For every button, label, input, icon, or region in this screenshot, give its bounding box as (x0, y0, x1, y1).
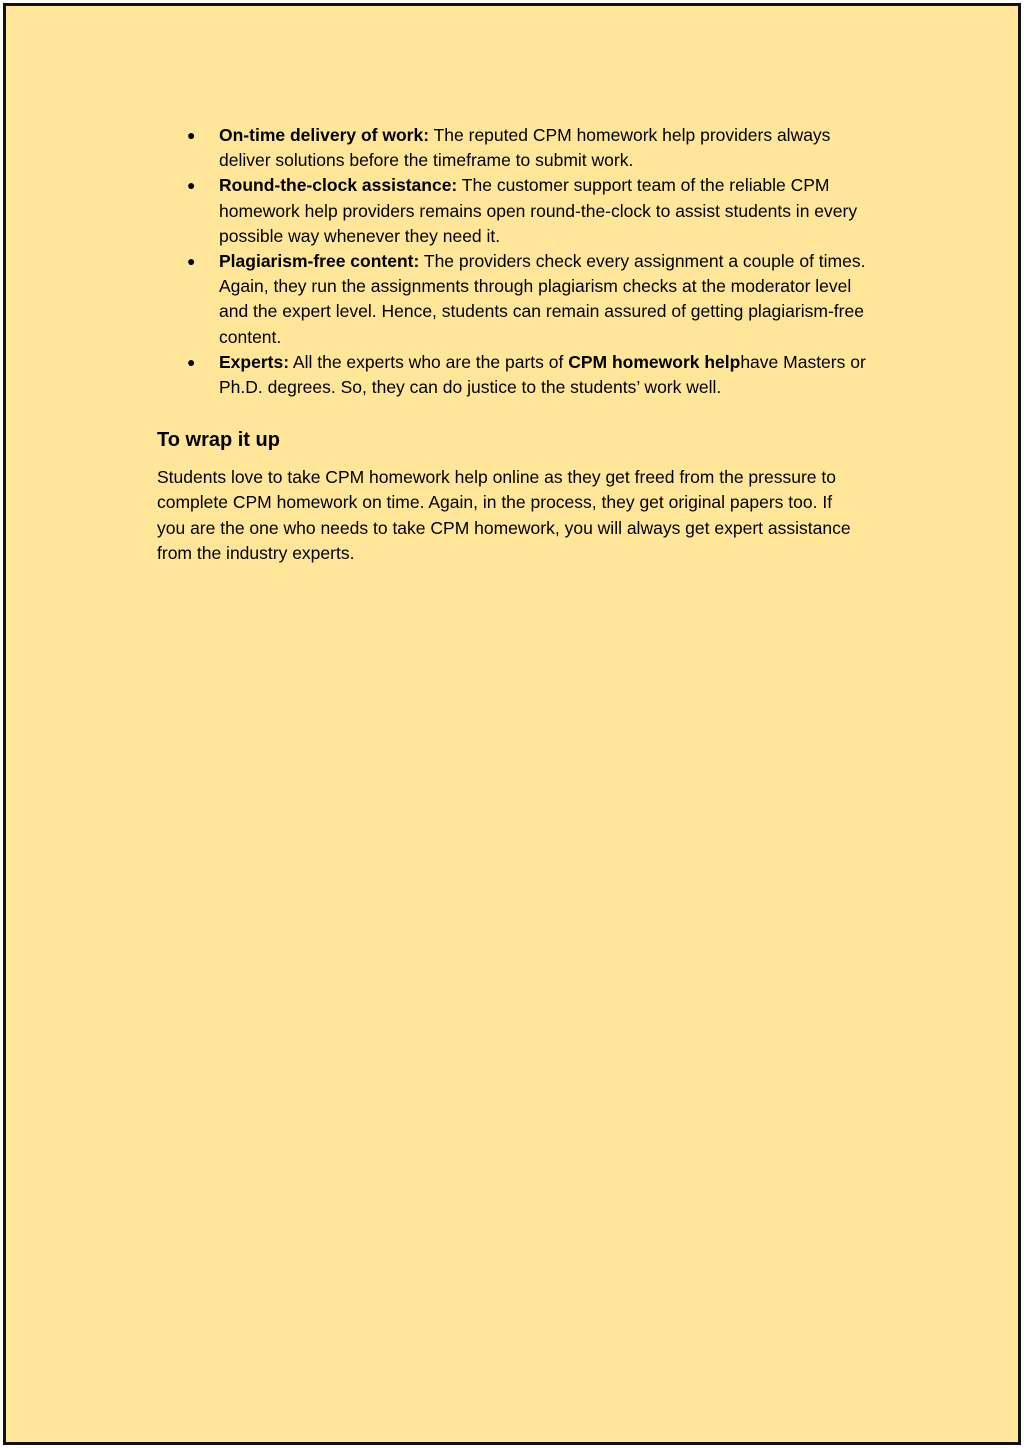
list-item (157, 350, 877, 400)
list-item (157, 173, 877, 249)
list-item-text: All the experts who are the parts of (289, 351, 569, 372)
list-item (157, 249, 877, 350)
list-item-text: The providers check every assignment a couple of times. Again, they run the assignments through plagiarism checks at the moderator level and the expert level. Hence, students can remain assured of getting plagiarism-free content. (219, 251, 866, 347)
list-item-title: Plagiarism-free content: (219, 251, 420, 272)
document-page (3, 3, 1021, 1445)
bullet-icon: ● (187, 177, 196, 194)
inline-bold-text: CPM homework help (568, 351, 741, 372)
bullet-icon: ● (187, 353, 196, 370)
list-item-title: On-time delivery of work: (219, 125, 430, 145)
document-content (157, 123, 877, 566)
bullet-icon: ● (187, 253, 196, 270)
list-item-title: Experts: (219, 351, 290, 372)
section-paragraph: Students love to take CPM homework help online as they get freed from the pressure to complete CPM homework on time. Again, in the process, they get original papers too. If you are the one who needs to take CPM homework, you will always get expert assistance from the industry experts. (157, 467, 851, 563)
list-item-text: The customer support team of the reliable CPM homework help providers remains open round-the-clock to assist students in every possible way whenever they need it. (219, 175, 858, 246)
list-item-text-after: have Masters or Ph.D. degrees. So, they can do justice to the students’ work well. (219, 351, 866, 398)
bullet-icon: ● (187, 127, 196, 143)
list-item-title: Round-the-clock assistance: (219, 175, 458, 196)
list-item-text: The reputed CPM homework help providers always deliver solutions before the timeframe to submit work. (219, 125, 831, 171)
feature-list (157, 123, 877, 400)
section-heading: To wrap it up (157, 429, 280, 452)
list-item (157, 123, 877, 173)
